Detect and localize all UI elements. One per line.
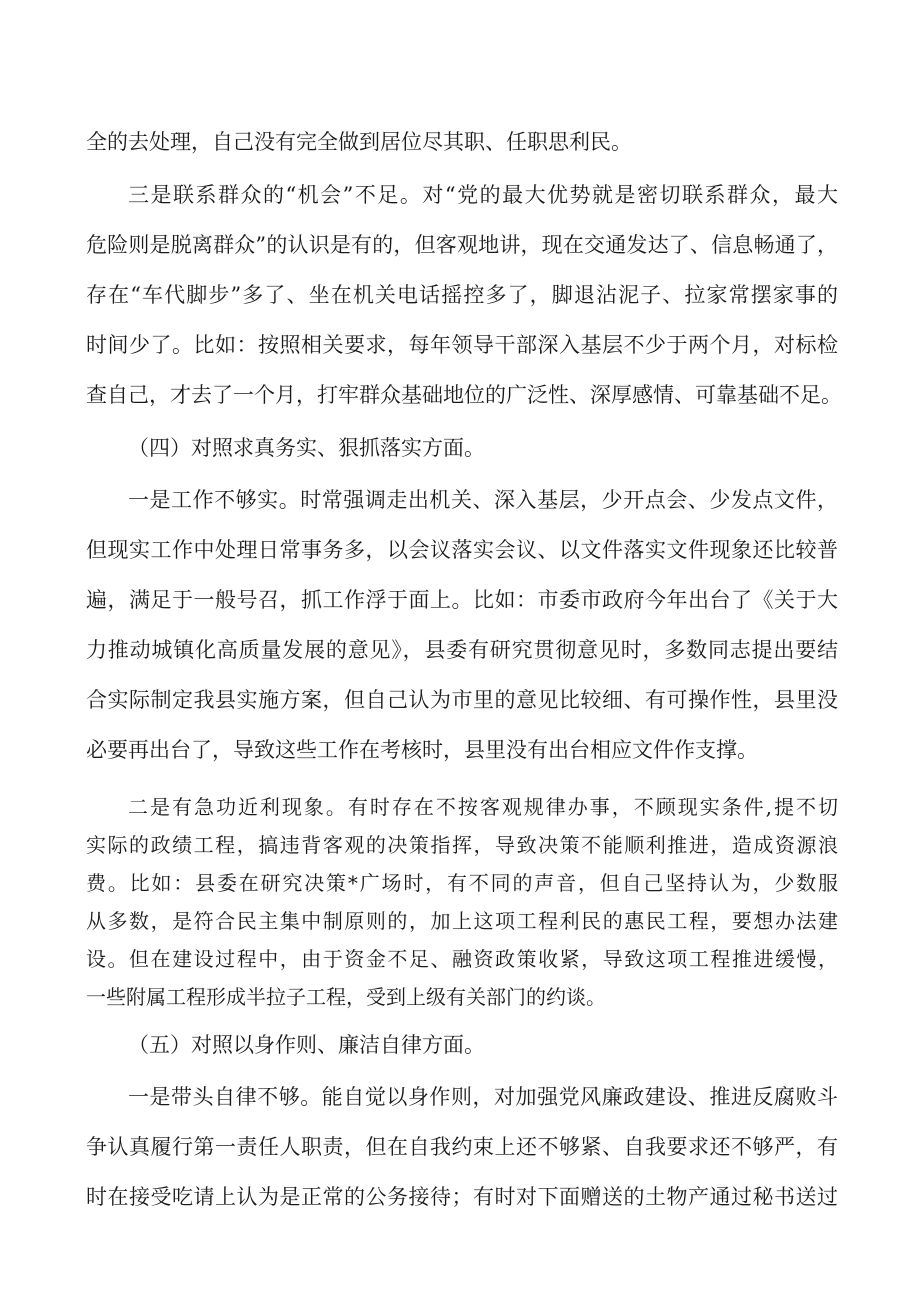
- paragraph-line: 存在“车代脚步”多了、坐在机关电话摇控多了，脚退沾泥子、拉家常摆家事的: [86, 283, 838, 307]
- paragraph-line: 实际的政绩工程，搞违背客观的决策指挥，导致决策不能顺利推进，造成资源浪: [86, 833, 838, 857]
- paragraph-line: 一些附属工程形成半拉子工程，受到上级有关部门的约谈。: [86, 985, 606, 1009]
- paragraph-line: 时间少了。比如：按照相关要求，每年领导干部深入基层不少于两个月，对标检: [86, 333, 838, 357]
- paragraph-line: 危险则是脱离群众”的认识是有的，但客观地讲，现在交通发达了、信息畅通了，: [86, 233, 838, 257]
- paragraph-line: 查自己，才去了一个月，打牢群众基础地位的广泛性、深厚感情、可靠基础不足。: [86, 383, 842, 407]
- paragraph-line: 三是联系群众的“机会”不足。对“党的最大优势就是密切联系群众，最大: [128, 183, 838, 207]
- paragraph-line: 力推动城镇化高质量发展的意见》，县委有研究贯彻意见时，多数同志提出要结: [86, 638, 838, 662]
- paragraph-line: 二是有急功近利现象。有时存在不按客观规律办事，不顾现实条件,提不切: [128, 795, 838, 819]
- paragraph-line: 费。比如：县委在研究决策*广场时，有不同的声音，但自己坚持认为，少数服: [86, 871, 838, 895]
- paragraph-line: 一是带头自律不够。能自觉以身作则，对加强党风廉政建设、推进反腐败斗: [128, 1085, 838, 1109]
- section-heading: （五）对照以身作则、廉洁自律方面。: [128, 1033, 485, 1057]
- paragraph-line: 时在接受吃请上认为是正常的公务接待；有时对下面赠送的土物产通过秘书送过: [86, 1185, 838, 1209]
- paragraph-line: 设。但在建设过程中，由于资金不足、融资政策收紧，导致这项工程推进缓慢，: [86, 947, 838, 971]
- paragraph-line: 一是工作不够实。时常强调走出机关、深入基层，少开点会、少发点文件，: [128, 488, 838, 512]
- paragraph-line: 全的去处理，自己没有完全做到居位尽其职、任职思利民。: [86, 130, 632, 154]
- paragraph-line: 争认真履行第一责任人职责，但在自我约束上还不够紧、自我要求还不够严，有: [86, 1135, 838, 1159]
- paragraph-line: 遍，满足于一般号召，抓工作浮于面上。比如：市委市政府今年出台了《关于大: [86, 588, 838, 612]
- paragraph-line: 但现实工作中处理日常事务多，以会议落实会议、以文件落实文件现象还比较普: [86, 538, 838, 562]
- paragraph-line: 从多数，是符合民主集中制原则的，加上这项工程利民的惠民工程，要想办法建: [86, 909, 838, 933]
- section-heading: （四）对照求真务实、狠抓落实方面。: [128, 436, 485, 460]
- paragraph-line: 合实际制定我县实施方案，但自己认为市里的意见比较细、有可操作性，县里没: [86, 688, 838, 712]
- paragraph-line: 必要再出台了，导致这些工作在考核时，县里没有出台相应文件作支撑。: [86, 738, 758, 762]
